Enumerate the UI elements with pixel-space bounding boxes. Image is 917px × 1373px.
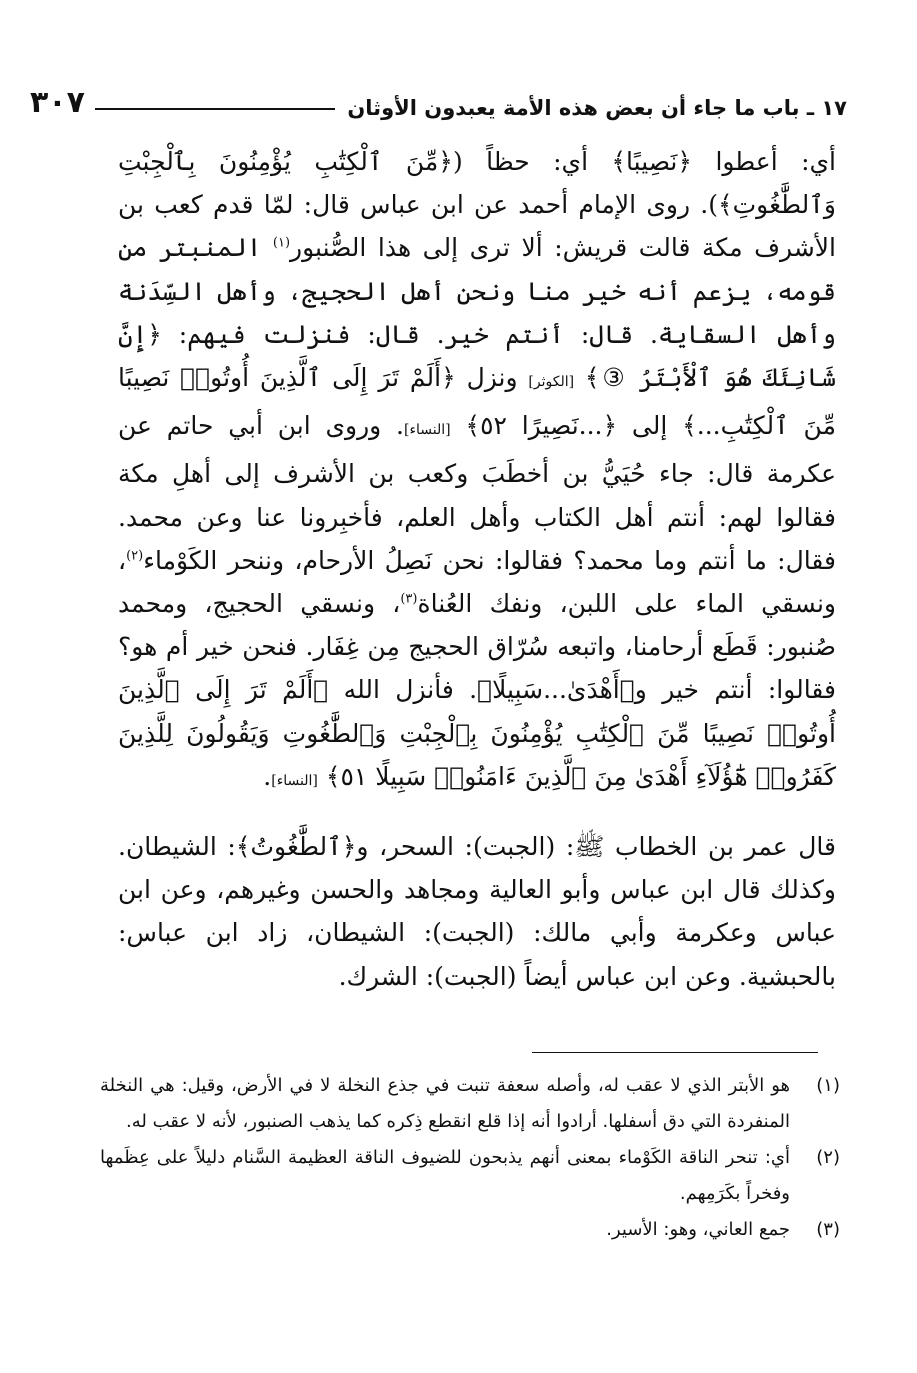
footnote-ref: (٣) (400, 591, 418, 607)
paragraph: أي: أعطوا ﴿نَصِيبًا﴾ أي: حظاً (﴿مِّنَ ٱلْكِتَٰبِ يُؤْمِنُونَ بِٱلْجِبْتِ وَٱلطَّٰغُوتِ﴾). روى الإمام أحمد عن ابن عباس قال: لمّا قدم كعب بن الأشرف مكة قالت قريش: ألا ترى إلى هذا الصُّنبور$^{(١)}$ المنبتر من قومه، يزعم أنه خير منا ونحن أهل الحجيج، وأهل السِّدَنة وأهل السقاية. قال: أنتم خير. قال: فنزلت فيهم: ﴿إِنَّ شَانِئَكَ هُوَ ٱلْأَبْتَرُ ③﴾ [الكوثر] ونزل ﴿أَلَمْ تَرَ إِلَى ٱلَّذِينَ أُوتُوا۟ نَصِيبًا مِّنَ ٱلْكِتَٰبِ...﴾ إلى ﴿...نَصِيرًا ٥٢﴾ [النساء]. وروى ابن أبي حاتم عن عكرمة قال: جاء حُيَيُّ بن أخطَبَ وكعب بن الأشرف إلى أهلِ مكة فقالوا لهم: أنتم أهل الكتاب وأهل العلم، فأخبِرونا عنا وعن محمد. فقال: ما أنتم وما محمد؟ فقالوا: نحن نَصِلُ الأرحام، وننحر الكَوْماء$^{(٢)}$، ونسقي الماء على اللبن، ونفك العُناة$^{(٣)}$، ونسقي الحجيج، ومحمد صُنبور: قَطَع أرحامنا، واتبعه سُرّاق الحجيج مِن غِفَار. فنحن خير أم هو؟ فقالوا: أنتم خير و﴿أَهْدَىٰ...سَبِيلًا﴾. فأنزل الله ﴿أَلَمْ تَرَ إِلَى ٱلَّذِينَ أُوتُوا۟ نَصِيبًا مِّنَ ٱلْكِتَٰبِ يُؤْمِنُونَ بِٱلْجِبْتِ وَٱلطَّٰغُوتِ وَيَقُولُونَ لِلَّذِينَ كَفَرُوا۟ هَٰٓؤُلَآءِ أَهْدَىٰ مِنَ ٱلَّذِينَ ءَامَنُوا۟ سَبِيلًا ٥١﴾ [النساء]. (118, 147, 836, 791)
footnote-text: جمع العاني، وهو: الأسير. (606, 1219, 790, 1240)
surah-ref: [النساء] (403, 422, 451, 439)
footnote-item (100, 1212, 840, 1248)
footnote-text: أي: تنحر الناقة الكَوْماء بمعنى أنهم يذبحون للضيوف الناقة العظيمة السَّنام دليلاً على عِظَمها وفخراً بكَرَمِهم. (100, 1147, 790, 1204)
surah-ref: [النساء] (271, 772, 318, 789)
footnote-text: هو الأبتر الذي لا عقب له، وأصله سعفة تنبت في جذع النخلة لا في الأرض، وقيل: هي النخلة المنفردة التي دق أسفلها. أرادوا أنه إذا قلع انقطع ذِكره كما يذهب الصنبور، لأنه لا عقب له. (100, 1075, 790, 1132)
header-rule (95, 108, 335, 110)
footnotes (100, 1068, 840, 1248)
surah-ref: [الكوثر] (528, 374, 575, 391)
running-header (30, 80, 847, 120)
chapter-title: ١٧ ـ باب ما جاء أن بعض هذه الأمة يعبدون الأوثان (347, 96, 847, 120)
footnote-number: (٢) (816, 1147, 840, 1168)
main-text (118, 140, 836, 998)
footnote-item (100, 1068, 840, 1140)
footnote-divider (532, 1052, 818, 1053)
footnote-ref: (١) (272, 236, 291, 252)
footnote-number: (١) (816, 1075, 840, 1096)
footnote-number: (٣) (816, 1219, 840, 1240)
page-number: ٣٠٧ (30, 85, 85, 120)
paragraph: قال عمر بن الخطاب ﷺ: (الجبت): السحر، و﴿ٱلطَّٰغُوتُ﴾: الشيطان. وكذلك قال ابن عباس وأبو العالية ومجاهد والحسن وغيرهم، وعن ابن عباس وعكرمة وأبي مالك: (الجبت): الشيطان، زاد ابن عباس: بالحبشية. وعن ابن عباس أيضاً (الجبت): الشرك. (118, 832, 836, 991)
footnote-ref: (٢) (126, 548, 144, 564)
footnote-item (100, 1140, 840, 1212)
